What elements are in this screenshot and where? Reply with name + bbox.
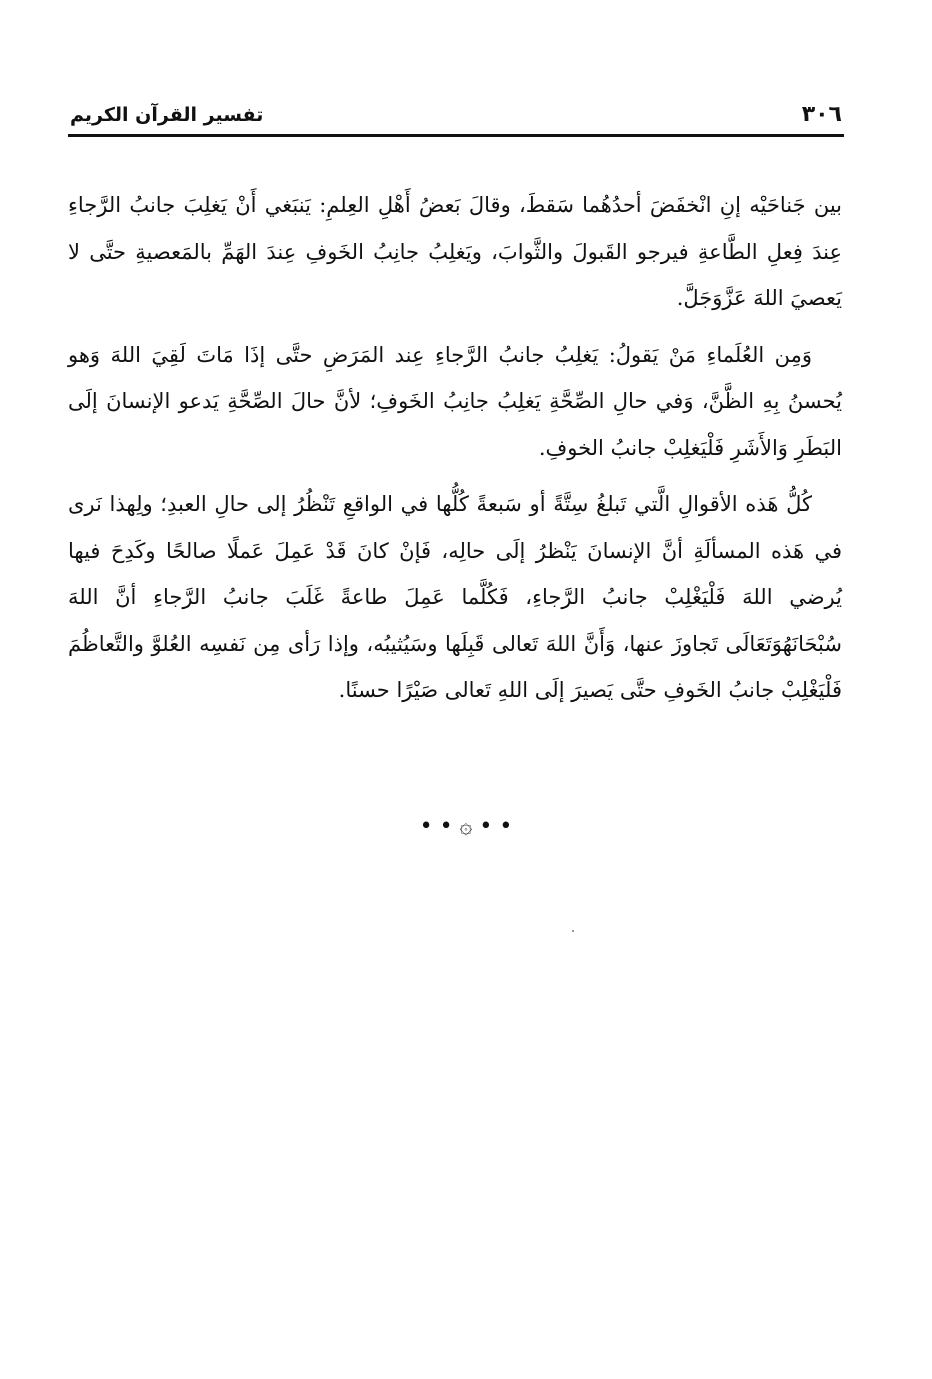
paragraph-1: بين جَناحَيْه إنِ انْخفَضَ أحدُهُما سَقطَ، وقالَ بَعضُ أَهْلِ العِلمِ: يَنبَغي أَنْ يَغلِبَ جانبُ الرَّجاءِ عِندَ فِعلِ الطَّاعةِ فيرجو القَبولَ والثَّوابَ، ويَغلِبُ جانِبُ الخَوفِ عِندَ الهَمِّ بالمَعصيةِ حتَّى لا يَعصيَ اللهَ عَزَّوَجَلَّ.	[68, 193, 842, 310]
body-text	[68, 182, 842, 724]
page-header	[68, 100, 844, 130]
running-title: تفسير القرآن الكريم	[70, 104, 264, 126]
stray-mark	[572, 930, 574, 932]
paragraph-3: كُلُّ هَذه الأقوالِ الَّتي تَبلغُ سِتَّةً أو سَبعةً كُلُّها في الواقعِ تَنْظُرُ إلى حالِ العبدِ؛ ولِهذا نَرى في هَذه المسألَةِ أنَّ الإنسانَ يَنْظرُ إلَى حالِه، فَإنْ كانَ قَدْ عَمِلَ عَملًا صالحًا وكَدِحَ فيها يُرضي اللهَ فَلْيَغْلِبْ جانبُ الرَّجاءِ، فَكُلَّما عَمِلَ طاعةً غَلَبَ جانبُ الرَّجاءِ أنَّ اللهَ سُبْحَانَهُوَتَعَالَى تَجاوزَ عنها، وَأَنَّ اللهَ تَعالى قَبِلَها وسَيُثيبُه، وإذا رَأى مِن نَفسِه العُلوَّ والتَّعاظُمَ فَلْيَغْلِبْ جانبُ الخَوفِ حتَّى يَصيرَ إلَى اللهِ تَعالى صَيْرًا حسنًا.	[68, 492, 842, 702]
page-number: ٣٠٦	[801, 102, 842, 127]
paragraph-2: وَمِن العُلَماءِ مَنْ يَقولُ: يَغلِبُ جانبُ الرَّجاءِ عِند المَرَضِ حتَّى إذَا مَاتَ لَقِيَ اللهَ وَهو يُحسنُ بِهِ الظَّنَّ، وَفي حالِ الصِّحَّةِ يَغلِبُ جانِبُ الخَوفِ؛ لأنَّ حالَ الصِّحَّةِ يَدعو الإنسانَ إلَى البَطَرِ وَالأَشَرِ فَلْيَغلِبْ جانبُ الخوفِ.	[68, 342, 842, 460]
ornament-separator: • • ۞ • •	[419, 814, 513, 839]
header-rule	[68, 134, 844, 137]
